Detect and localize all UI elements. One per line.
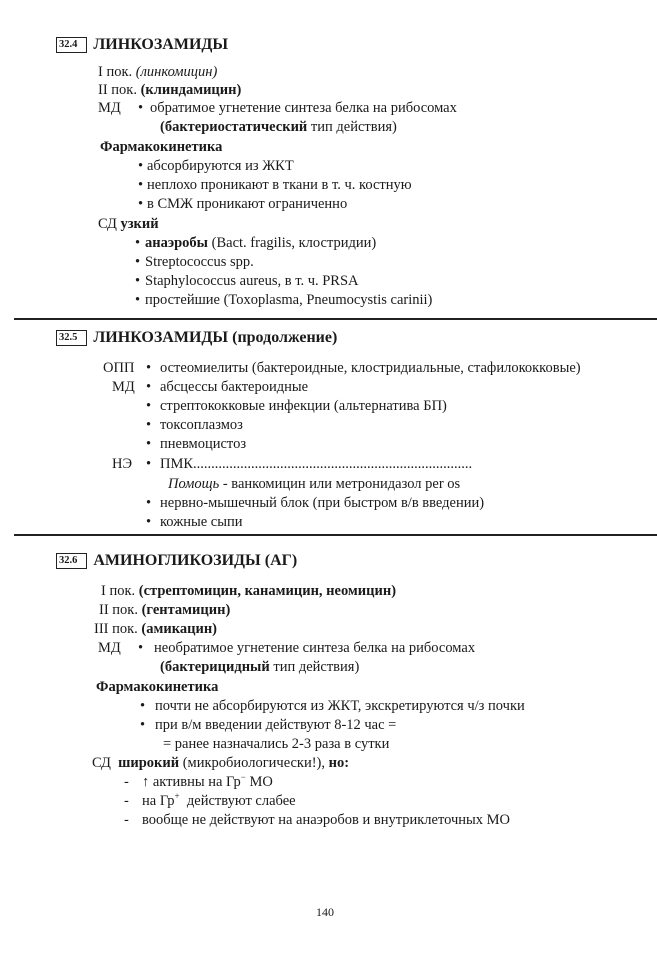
- md-label: МД: [98, 640, 121, 656]
- md-type-bold: (бактерицидный: [160, 659, 270, 675]
- dash: -: [124, 774, 129, 790]
- bullet: •: [135, 292, 141, 308]
- section-heading: [56, 552, 297, 570]
- gen-drugs: (гентамицин): [141, 602, 231, 618]
- bullet: •: [138, 196, 144, 212]
- bullet: •: [135, 273, 141, 289]
- bullet: •: [138, 158, 144, 174]
- pk-item: в СМЖ проникают ограниченно: [147, 196, 348, 212]
- dash-item-tail: действуют слабее: [179, 793, 296, 809]
- dash: -: [124, 793, 129, 809]
- bullet: •: [138, 640, 144, 656]
- bullet: •: [146, 495, 152, 511]
- dash-item: вообще не действуют на анаэробов и внутриклеточных МО: [142, 812, 511, 828]
- sd-item: простейшие (Toxoplasma, Pneumocystis carinii): [145, 292, 433, 308]
- ne-label: НЭ: [112, 456, 133, 472]
- bullet: •: [146, 456, 152, 472]
- help-italic: Помощь: [168, 476, 220, 492]
- md-label: МД: [98, 100, 121, 116]
- generation-line: [99, 602, 230, 619]
- ne-item: ПМК.............................................................................: [160, 456, 473, 472]
- generation-line: [94, 621, 217, 638]
- section-number: 32.6: [56, 553, 87, 569]
- section-divider: [14, 318, 657, 320]
- superscript: +: [174, 791, 180, 802]
- help-rest: - ванкомицин или метронидазол per os: [222, 476, 461, 492]
- sd-item: Staphylococcus aureus, в т. ч. PRSA: [145, 273, 359, 289]
- sd-label: СД: [98, 216, 117, 232]
- md-type-rest: тип действия): [273, 659, 360, 675]
- section-title-suffix: (продолжение): [232, 329, 338, 346]
- gen-label: II пок.: [99, 602, 138, 618]
- gen-label: II пок.: [98, 82, 137, 98]
- pk-item: почти не абсорбируются из ЖКТ, экскретируются ч/з почки: [155, 698, 525, 714]
- md-item: абсцессы бактероидные: [160, 379, 309, 395]
- opp-label: ОПП: [103, 360, 135, 376]
- sd-value: узкий: [120, 216, 159, 232]
- sd-note: (микробиологически!),: [182, 755, 326, 771]
- gen-drugs: (линкомицин): [135, 64, 218, 80]
- gen-label: I пок.: [98, 64, 133, 80]
- sd-line: [98, 216, 159, 233]
- section-title: АМИНОГЛИКОЗИДЫ (АГ): [93, 552, 298, 569]
- pk-item: неплохо проникают в ткани в т. ч. костную: [147, 177, 412, 193]
- md-type: [160, 659, 359, 676]
- sd-but: но:: [328, 755, 350, 771]
- sd-item-rest: (Bact. fragilis, клостридии): [211, 235, 377, 251]
- section-heading: [56, 329, 337, 347]
- md-type: [160, 119, 397, 136]
- md-text: обратимое угнетение синтеза белка на рибосомах: [150, 100, 457, 116]
- bullet: •: [135, 235, 141, 251]
- help-line: [168, 476, 460, 493]
- pk-item-continuation: = ранее назначались 2-3 раза в сутки: [163, 736, 390, 752]
- sd-item: Streptococcus spp.: [145, 254, 254, 270]
- md-label: МД: [112, 379, 135, 395]
- generation-line: [98, 64, 217, 81]
- md-item: токсоплазмоз: [160, 417, 243, 433]
- section-divider: [14, 534, 657, 536]
- section-number: 32.5: [56, 330, 87, 346]
- sd-line: [92, 755, 349, 772]
- section-heading: [56, 36, 228, 54]
- bullet: •: [146, 436, 152, 452]
- pk-title: Фармакокинетика: [96, 679, 219, 695]
- ne-item: нервно-мышечный блок (при быстром в/в введении): [160, 495, 485, 511]
- dash-item: [142, 793, 296, 810]
- opp-item: остеомиелиты (бактероидные, клостридиальные, стафилококковые): [160, 360, 581, 376]
- md-item: пневмоцистоз: [160, 436, 247, 452]
- md-text: необратимое угнетение синтеза белка на рибосомах: [154, 640, 476, 656]
- section-title: ЛИНКОЗАМИДЫ: [93, 36, 229, 53]
- sd-item-bold: анаэробы: [145, 235, 209, 251]
- gen-drugs: (амикацин): [141, 621, 218, 637]
- sd-value: широкий: [118, 755, 180, 771]
- gen-drugs: (клиндамицин): [140, 82, 242, 98]
- bullet: •: [140, 717, 146, 733]
- bullet: •: [146, 379, 152, 395]
- section-title: ЛИНКОЗАМИДЫ: [93, 329, 229, 346]
- pk-item: абсорбируются из ЖКТ: [147, 158, 294, 174]
- generation-line: [101, 583, 396, 600]
- sd-label: СД: [92, 755, 111, 771]
- bullet: •: [140, 698, 146, 714]
- md-type-rest: тип действия): [310, 119, 397, 135]
- bullet: •: [146, 417, 152, 433]
- generation-line: [98, 82, 241, 99]
- gen-label: III пок.: [94, 621, 138, 637]
- bullet: •: [146, 360, 152, 376]
- dash-item-text: на Гр: [142, 793, 175, 809]
- bullet: •: [135, 254, 141, 270]
- md-item: стрептококковые инфекции (альтернатива БП): [160, 398, 447, 414]
- bullet: •: [146, 514, 152, 530]
- section-number: 32.4: [56, 37, 87, 53]
- gen-label: I пок.: [101, 583, 136, 599]
- bullet: •: [138, 177, 144, 193]
- md-type-bold: (бактериостатический: [160, 119, 308, 135]
- page-number: 140: [316, 905, 334, 919]
- ne-item: кожные сыпи: [160, 514, 243, 530]
- bullet: •: [146, 398, 152, 414]
- gen-drugs: (стрептомицин, канамицин, неомицин): [138, 583, 397, 599]
- superscript: −: [240, 772, 246, 783]
- pk-item: при в/м введении действуют 8-12 час =: [155, 717, 397, 733]
- dash: -: [124, 812, 129, 828]
- dash-item: [142, 774, 273, 791]
- dash-item-text: ↑ активны на Гр: [142, 774, 241, 790]
- pk-title: Фармакокинетика: [100, 139, 223, 155]
- sd-item: [145, 235, 376, 252]
- bullet: •: [138, 100, 144, 116]
- dash-item-tail: МО: [245, 774, 273, 790]
